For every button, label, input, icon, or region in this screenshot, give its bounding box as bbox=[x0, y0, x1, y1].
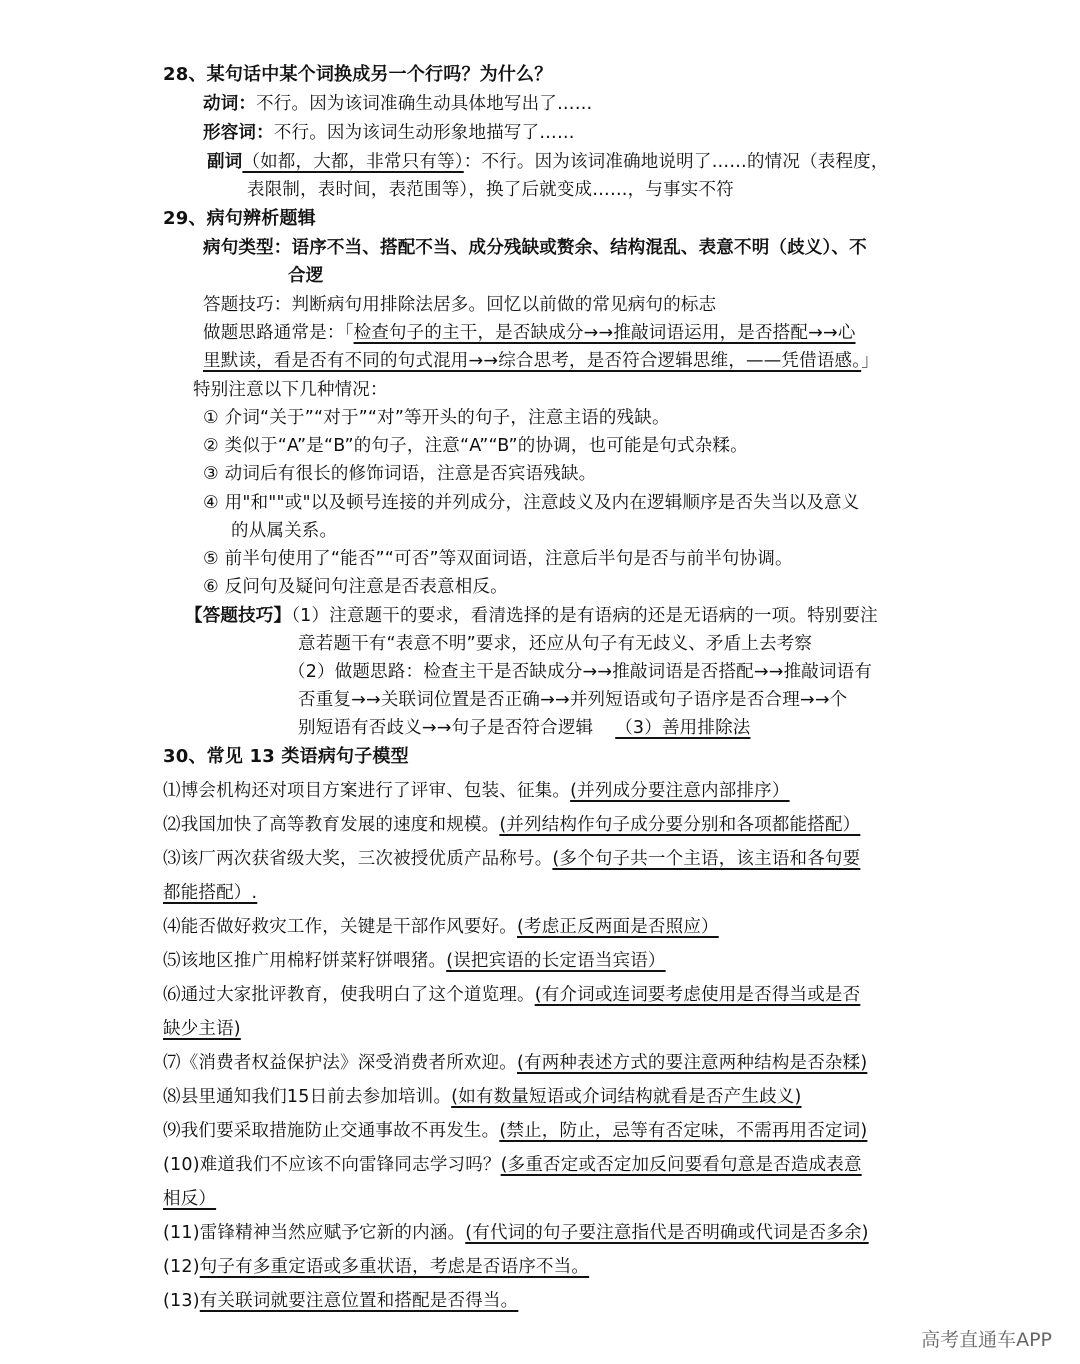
verb-label: 动词： bbox=[203, 94, 257, 114]
model-sentence: (10)难道我们不应该不向雷锋同志学习吗？ bbox=[163, 1155, 501, 1175]
model-note: (多重否定或否定加反问要看句意是否造成表意 bbox=[500, 1155, 862, 1175]
model-note: 句子有多重定语或多重状语，考虑是否语序不当。 bbox=[199, 1257, 590, 1277]
model-note: (考虑正反两面是否照应） bbox=[517, 917, 719, 937]
model-row bbox=[163, 1118, 867, 1144]
sentence-types-line: 病句类型：语序不当、搭配不当、成分残缺或赘余、结构混乱、表意不明（歧义）、不 bbox=[203, 238, 867, 258]
model-sentence: ⑻县里通知我们15日前去参加培训。 bbox=[163, 1087, 452, 1107]
section-30-title: 30、常见 13 类语病句子模型 bbox=[163, 746, 409, 767]
model-sentence: ⑸该地区推广用棉籽饼菜籽饼喂猪。 bbox=[163, 951, 447, 971]
verb-line bbox=[203, 91, 592, 117]
adverb-label: 副词 bbox=[207, 152, 243, 172]
adjective-label: 形容词： bbox=[203, 123, 274, 143]
model-row bbox=[163, 1254, 589, 1280]
model-note: (并列结构作句子成分要分别和各项都能搭配） bbox=[499, 815, 861, 835]
answer-skill-3: （3）善用排除法 bbox=[615, 718, 751, 738]
adjective-line bbox=[203, 120, 575, 146]
answer-skill-label: 【答题技巧】 bbox=[185, 606, 292, 626]
section-28-title: 28、某句话中某个词换成另一个行吗？为什么？ bbox=[163, 64, 553, 85]
model-number: (12) bbox=[163, 1257, 200, 1277]
adverb-line bbox=[207, 149, 889, 175]
model-row bbox=[163, 1084, 802, 1110]
model-note: (有两种表述方式的要注意两种结构是否杂糅) bbox=[517, 1053, 868, 1073]
model-sentence: (11)雷锋精神当然应赋予它新的内涵。 bbox=[163, 1223, 466, 1243]
list-item: ① 介词“关于”“对于”“对”等开头的句子，注意主语的残缺。 bbox=[203, 408, 670, 428]
model-sentence: ⑵我国加快了高等教育发展的速度和规模。 bbox=[163, 815, 500, 835]
model-note: 相反） bbox=[163, 1189, 217, 1209]
model-note: (有介词或连词要考虑使用是否得当或是否 bbox=[534, 985, 861, 1005]
watermark: 高考直通车APP bbox=[921, 1329, 1052, 1351]
adverb-text: ：不行。因为该词准确地说明了……的情况（表程度， bbox=[463, 152, 889, 172]
model-row bbox=[163, 1288, 518, 1314]
approach-line-continued bbox=[203, 348, 879, 374]
model-row bbox=[163, 948, 666, 974]
model-note: (误把宾语的长定语当宾语） bbox=[446, 951, 666, 971]
answer-skill-2-continued: 否重复→→关联词位置是否正确→→并列短语或句子语序是否合理→→个 bbox=[298, 690, 848, 710]
model-sentence: ⑹通过大家批评教育，使我明白了这个道览理。 bbox=[163, 985, 535, 1005]
list-item-continued: 的从属关系。 bbox=[231, 521, 338, 541]
model-note: 都能搭配）. bbox=[163, 883, 258, 903]
model-row bbox=[163, 846, 860, 872]
approach-steps-continued: 里默读，看是否有不同的句式混用→→综合思考，是否符合逻辑思维，——凭借语感。 bbox=[203, 351, 862, 371]
verb-text: 不行。因为该词准确生动具体地写出了…… bbox=[256, 94, 593, 114]
model-note: (有代词的句子要注意指代是否明确或代词是否多余) bbox=[465, 1223, 869, 1243]
model-row bbox=[163, 1050, 867, 1076]
model-sentence: ⑴博会机构还对项目方案进行了评审、包装、征集。 bbox=[163, 781, 571, 801]
answer-skill-2-last: 别短语有否歧义→→句子是否符合逻辑 bbox=[298, 718, 594, 738]
model-note: 有关联词就要注意位置和搭配是否得当。 bbox=[199, 1291, 519, 1311]
adjective-text: 不行。因为该词生动形象地描写了…… bbox=[273, 123, 575, 143]
model-sentence: ⑺《消费者权益保护法》深受消费者所欢迎。 bbox=[163, 1053, 517, 1073]
model-note: (禁止，防止，忌等有否定味，不需再用否定词) bbox=[499, 1121, 868, 1141]
model-row-continued bbox=[163, 1186, 216, 1212]
model-number: (13) bbox=[163, 1291, 200, 1311]
approach-prefix: 做题思路通常是：「 bbox=[203, 323, 354, 343]
list-item: ② 类似于“A”是“B”的句子，注意“A”“B”的协调，也可能是句式杂糅。 bbox=[203, 436, 748, 456]
model-note: (多个句子共一个主语，该主语和各句要 bbox=[552, 849, 861, 869]
list-item: ⑤ 前半句使用了“能否”“可否”等双面词语，注意后半句是否与前半句协调。 bbox=[203, 549, 793, 569]
list-item: ④ 用"和""或"以及顿号连接的并列成分，注意歧义及内在逻辑顺序是否失当以及意义 bbox=[203, 493, 860, 513]
adverb-examples: （如都，大都，非常只有等） bbox=[242, 152, 464, 172]
model-sentence: ⑶该厂两次获省级大奖，三次被授优质产品称号。 bbox=[163, 849, 553, 869]
answer-skill-1: （1）注意题干的要求，看清选择的是有语病的还是无语病的一项。特别要注 bbox=[291, 606, 878, 626]
model-row bbox=[163, 778, 790, 804]
approach-suffix: 」 bbox=[861, 351, 879, 371]
sentence-types-line-continued: 合逻 bbox=[288, 266, 324, 286]
model-sentence: ⑼我们要采取措施防止交通事故不再发生。 bbox=[163, 1121, 500, 1141]
model-sentence: ⑷能否做好救灾工作，关键是干部作风要好。 bbox=[163, 917, 517, 937]
list-item: ③ 动词后有很长的修饰词语，注意是否宾语残缺。 bbox=[203, 464, 597, 484]
answer-skill-2-end bbox=[298, 715, 750, 741]
answer-tips-line: 答题技巧：判断病句用排除法居多。回忆以前做的常见病句的标志 bbox=[203, 295, 717, 315]
model-row bbox=[163, 1152, 862, 1178]
section-29-title: 29、病句辨析题辑 bbox=[163, 208, 316, 229]
notice-heading: 特别注意以下几种情况： bbox=[193, 380, 388, 400]
model-row-continued bbox=[163, 1016, 241, 1042]
list-item: ⑥ 反问句及疑问句注意是否表意相反。 bbox=[203, 577, 508, 597]
approach-line bbox=[203, 320, 856, 346]
answer-skill-line bbox=[185, 603, 878, 629]
model-row bbox=[163, 812, 860, 838]
approach-steps: 检查句子的主干，是否缺成分→→推敲词语运用，是否搭配→→心 bbox=[353, 323, 856, 343]
model-row bbox=[163, 914, 719, 940]
model-note: (如有数量短语或介词结构就看是否产生歧义) bbox=[451, 1087, 802, 1107]
adverb-line-continued: 表限制，表时间，表范围等），换了后就变成……，与事实不符 bbox=[247, 180, 734, 200]
model-row bbox=[163, 982, 860, 1008]
model-row-continued bbox=[163, 880, 257, 906]
model-row bbox=[163, 1220, 869, 1246]
model-note: 缺少主语) bbox=[163, 1019, 241, 1039]
answer-skill-2: （2）做题思路：检查主干是否缺成分→→推敲词语是否搭配→→推敲词语有 bbox=[288, 662, 873, 682]
model-note: (并列成分要注意内部排序） bbox=[570, 781, 790, 801]
answer-skill-1-continued: 意若题干有“表意不明”要求，还应从句子有无歧义、矛盾上去考察 bbox=[298, 634, 813, 654]
